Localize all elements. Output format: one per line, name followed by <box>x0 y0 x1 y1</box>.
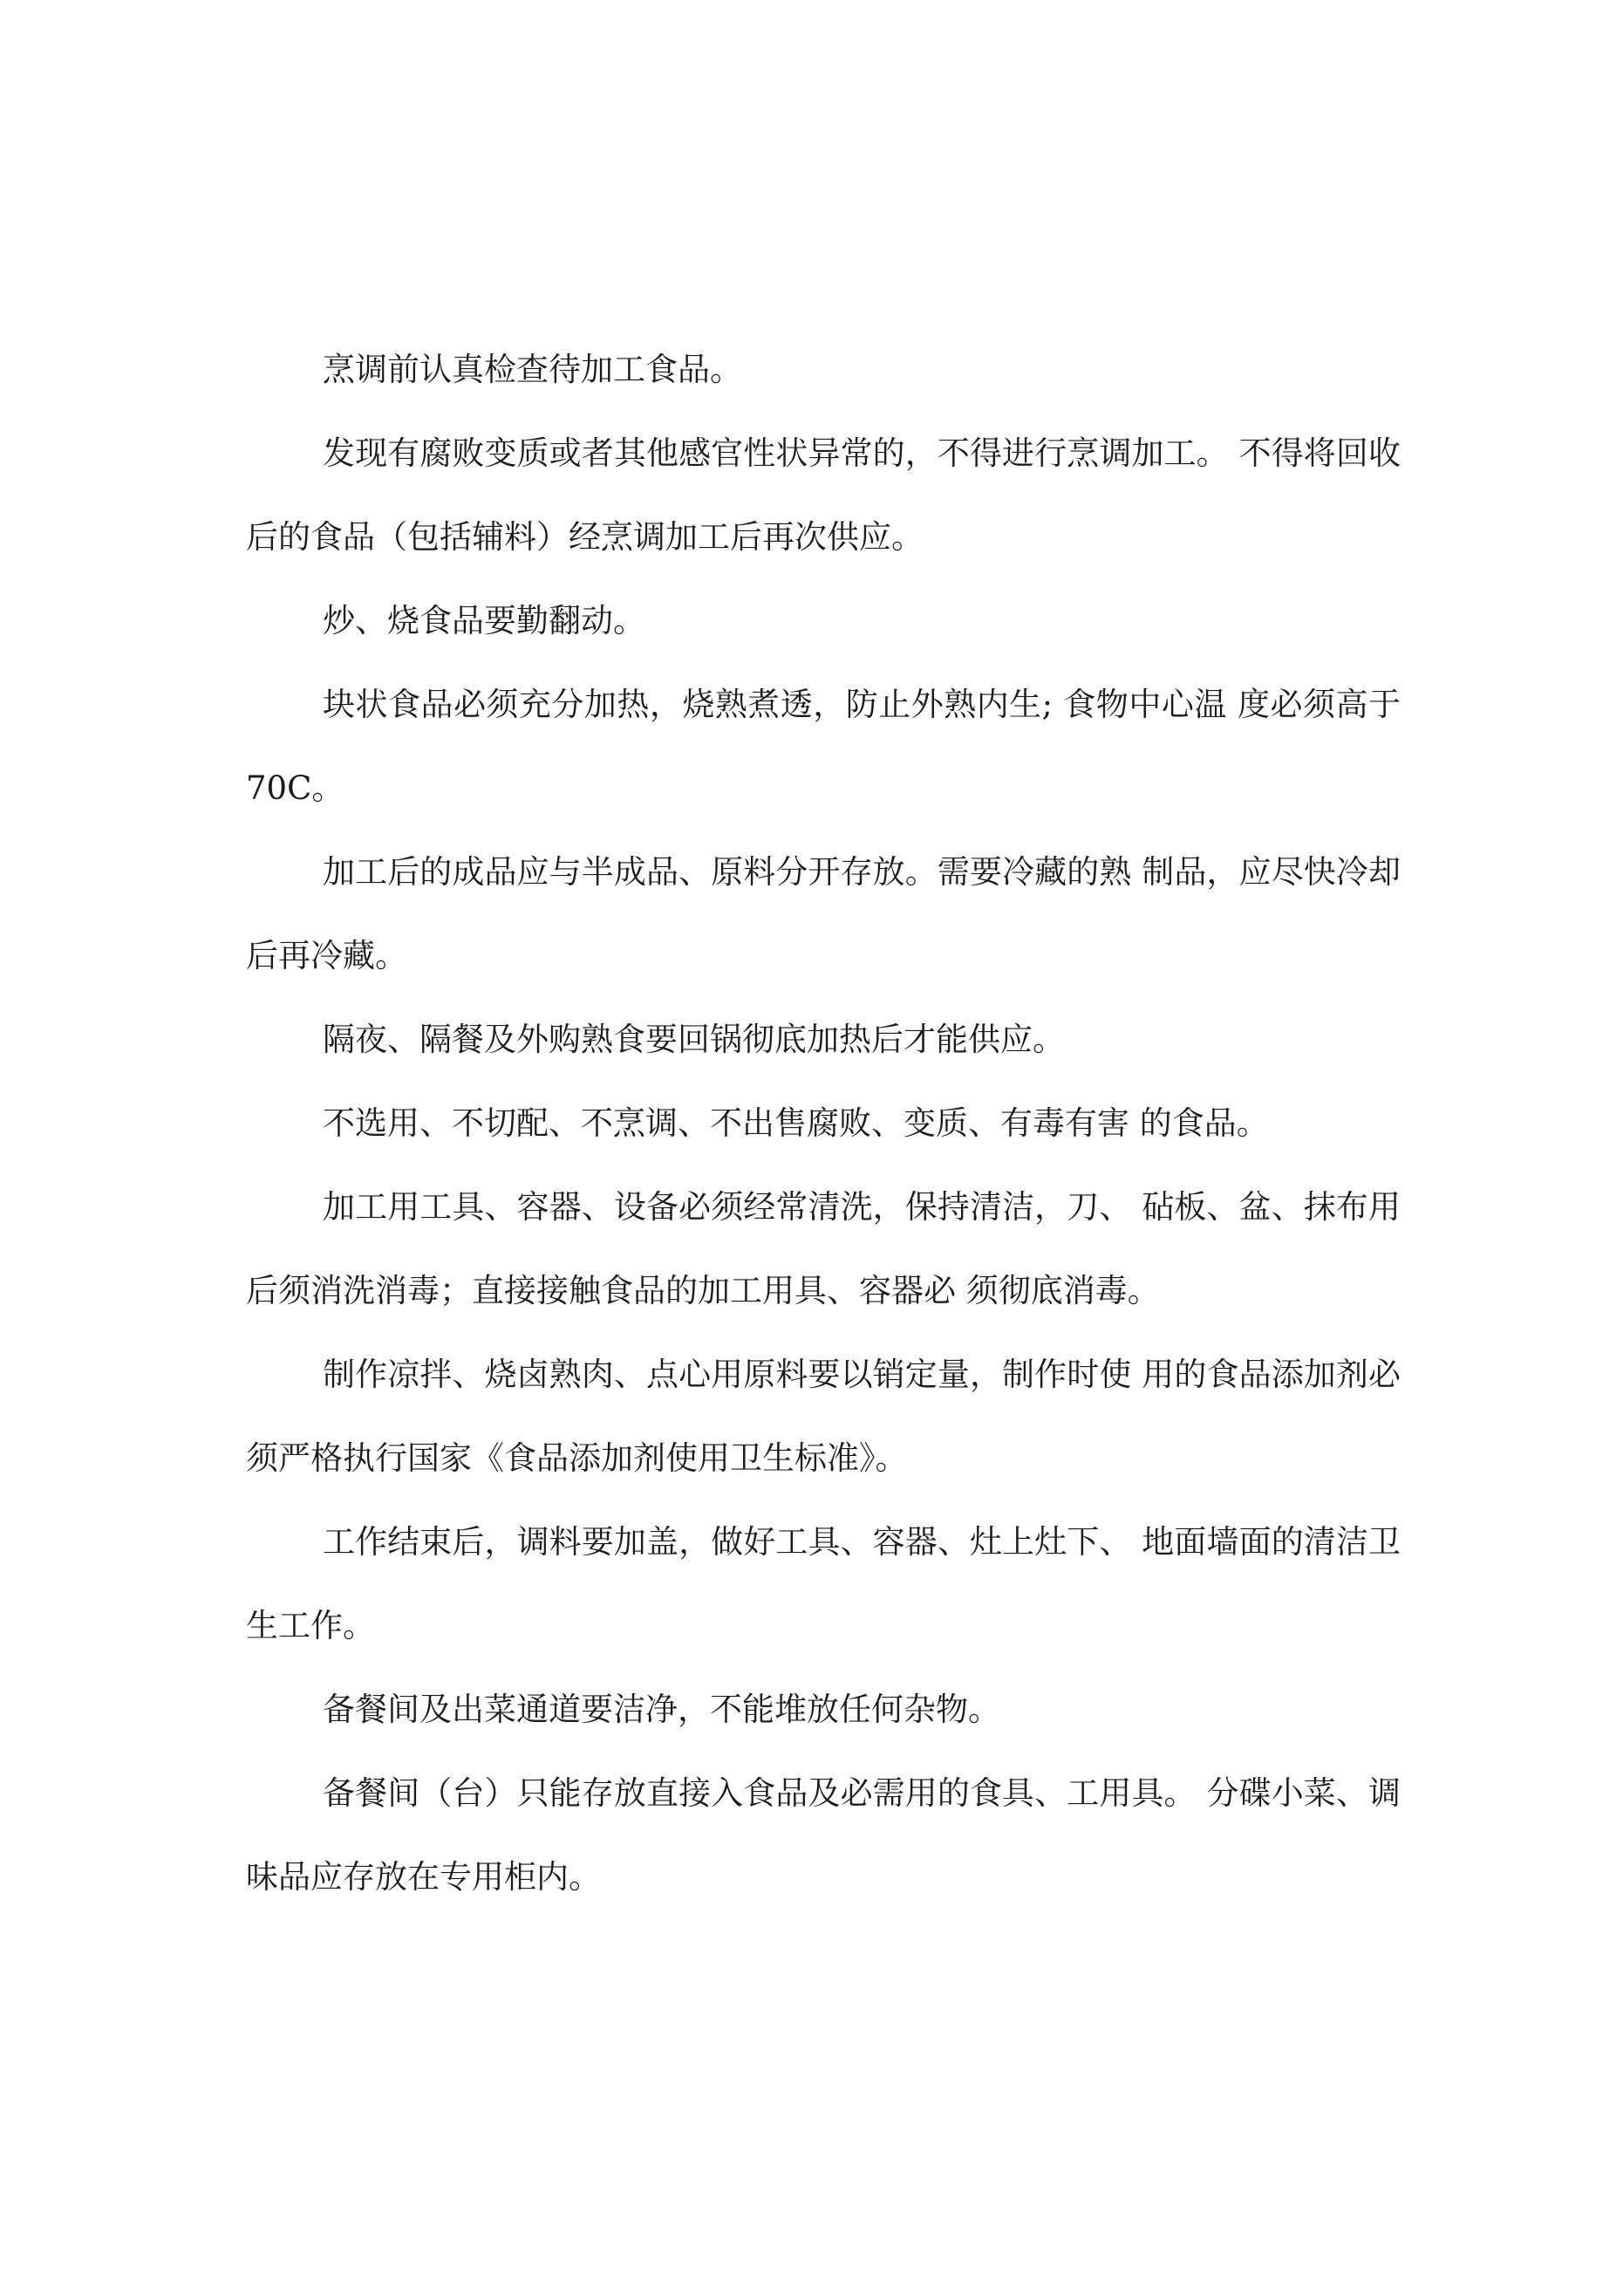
paragraph-6: 隔夜、隔餐及外购熟食要回锅彻底加热后才能供应。 <box>323 1021 1065 1058</box>
document-body <box>246 328 1401 1919</box>
paragraph-3: 炒、烧食品要勤翻动。 <box>323 602 645 639</box>
paragraph-4: 块状食品必须充分加热，烧熟煮透，防止外熟内生; 食物中心温 度必须高于 70C。 <box>246 686 1401 807</box>
paragraph-8: 加工用工具、容器、设备必须经常清洗，保持清洁，刀、 砧板、盆、抹布用后须消洗消毒；直接接触食品的加工用具、容器必 须彻底消毒。 <box>246 1188 1401 1309</box>
paragraph-5: 加工后的成品应与半成品、原料分开存放。需要冷藏的熟 制品，应尽快冷却后再冷藏。 <box>246 853 1401 974</box>
paragraph-12: 备餐间（台）只能存放直接入食品及必需用的食具、工用具。 分碟小菜、调味品应存放在专用柜内。 <box>246 1774 1401 1896</box>
paragraph-7: 不选用、不切配、不烹调、不出售腐败、变质、有毒有害 的食品。 <box>323 1104 1269 1142</box>
paragraph-2: 发现有腐败变质或者其他感官性状异常的，不得进行烹调加工。 不得将回收后的食品（包括辅料）经烹调加工后再次供应。 <box>246 434 1401 556</box>
paragraph-1: 烹调前认真检查待加工食品。 <box>323 351 742 388</box>
paragraph-10: 工作结束后，调料要加盖，做好工具、容器、灶上灶下、 地面墙面的清洁卫生工作。 <box>246 1523 1401 1644</box>
paragraph-11: 备餐间及出菜通道要洁净，不能堆放任何杂物。 <box>323 1691 1000 1728</box>
paragraph-9: 制作凉拌、烧卤熟肉、点心用原料要以销定量，制作时使 用的食品添加剂必须严格执行国家《食品添加剂使用卫生标准》。 <box>246 1356 1401 1477</box>
